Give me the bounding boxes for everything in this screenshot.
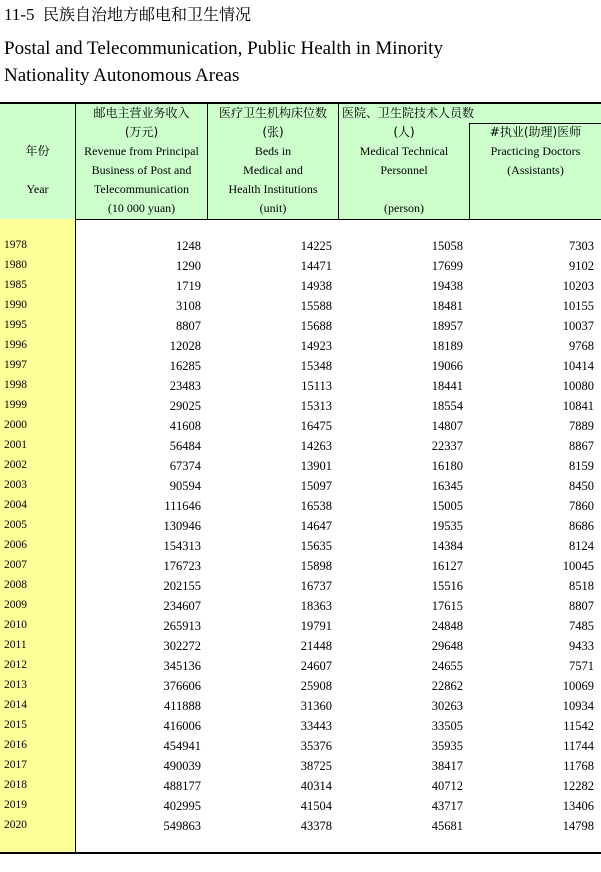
table-number: 11-5 (4, 5, 35, 24)
table-row (0, 296, 601, 316)
table-row (0, 276, 601, 296)
revenue-cell: 345136 (163, 659, 201, 673)
year-cell: 1997 (4, 359, 27, 371)
header-beds-cn: 医疗卫生机构床位数 (218, 106, 327, 120)
table-row (0, 676, 601, 696)
personnel-cell: 14384 (431, 539, 463, 553)
table-row (0, 756, 601, 776)
year-cell: 2003 (4, 479, 27, 491)
revenue-cell: 16285 (169, 359, 201, 373)
doctors-cell: 10080 (562, 379, 594, 393)
beds-cell: 24607 (300, 659, 332, 673)
beds-cell: 15588 (300, 299, 332, 313)
revenue-cell: 416006 (163, 719, 201, 733)
table-row (0, 236, 601, 256)
header-year-en: Year (26, 182, 49, 196)
year-cell: 2018 (4, 779, 27, 791)
revenue-cell: 176723 (163, 559, 201, 573)
revenue-cell: 41608 (169, 419, 201, 433)
personnel-cell: 30263 (431, 699, 463, 713)
doctors-cell: 9433 (569, 639, 594, 653)
personnel-cell: 24655 (431, 659, 463, 673)
table-row (0, 636, 601, 656)
beds-cell: 16475 (300, 419, 332, 433)
doctors-cell: 10155 (562, 299, 594, 313)
doctors-cell: 8159 (569, 459, 594, 473)
beds-cell: 15688 (300, 319, 332, 333)
revenue-cell: 488177 (163, 779, 201, 793)
header-beds-en-3: Health Institutions (228, 182, 318, 196)
doctors-cell: 9768 (569, 339, 594, 353)
header-doctors-en-1: Practicing Doctors (490, 144, 581, 158)
header-revenue-unit: (10 000 yuan) (107, 201, 176, 215)
beds-cell: 18363 (300, 599, 332, 613)
personnel-cell: 19066 (431, 359, 463, 373)
header-revenue-cn: 邮电主营业务收入 (93, 106, 190, 120)
doctors-cell: 10045 (562, 559, 594, 573)
year-cell: 2001 (4, 439, 27, 451)
header-doctors-cn: #执业(助理)医师 (489, 125, 582, 139)
revenue-cell: 67374 (169, 459, 201, 473)
year-cell: 1995 (4, 319, 27, 331)
header-beds-en-2: Medical and (243, 163, 303, 177)
beds-cell: 31360 (300, 699, 332, 713)
table-row (0, 536, 601, 556)
beds-cell: 41504 (300, 799, 332, 813)
personnel-cell: 16127 (431, 559, 463, 573)
table-row (0, 436, 601, 456)
header-personnel-group (339, 104, 601, 123)
revenue-cell: 90594 (169, 479, 201, 493)
personnel-cell: 15005 (431, 499, 463, 513)
personnel-cell: 18481 (431, 299, 463, 313)
header-revenue-cn-unit: (万元) (124, 125, 159, 139)
header-revenue-en-1: Revenue from Principal (84, 144, 199, 158)
table-row (0, 416, 601, 436)
beds-cell: 14225 (300, 239, 332, 253)
doctors-cell: 11542 (563, 719, 594, 733)
revenue-cell: 3108 (176, 299, 201, 313)
year-cell: 1985 (4, 279, 27, 291)
personnel-cell: 19438 (431, 279, 463, 293)
personnel-cell: 18554 (431, 399, 463, 413)
header-revenue-en-2: Business of Post and (91, 163, 192, 177)
personnel-cell: 45681 (431, 819, 463, 833)
year-cell: 2020 (4, 819, 27, 831)
personnel-cell: 17699 (431, 259, 463, 273)
doctors-cell: 13406 (562, 799, 594, 813)
year-cell: 2009 (4, 599, 27, 611)
year-cell: 2002 (4, 459, 27, 471)
table-row (0, 656, 601, 676)
beds-cell: 25908 (300, 679, 332, 693)
personnel-cell: 22337 (431, 439, 463, 453)
year-cell: 2012 (4, 659, 27, 671)
personnel-cell: 22862 (431, 679, 463, 693)
revenue-cell: 411888 (163, 699, 201, 713)
header-revenue (76, 104, 207, 218)
personnel-cell: 43717 (431, 799, 463, 813)
revenue-cell: 302272 (163, 639, 201, 653)
doctors-cell: 7303 (569, 239, 594, 253)
table-row (0, 816, 601, 836)
doctors-cell: 7571 (569, 659, 594, 673)
table-row (0, 496, 601, 516)
year-cell: 2005 (4, 519, 27, 531)
doctors-cell: 10934 (562, 699, 594, 713)
revenue-cell: 1248 (176, 239, 201, 253)
table-row (0, 316, 601, 336)
beds-cell: 15097 (300, 479, 332, 493)
revenue-cell: 29025 (169, 399, 201, 413)
header-revenue-en-3: Telecommunication (93, 182, 190, 196)
beds-cell: 21448 (300, 639, 332, 653)
beds-cell: 13901 (300, 459, 332, 473)
doctors-cell: 8450 (569, 479, 594, 493)
beds-cell: 14471 (300, 259, 332, 273)
personnel-cell: 38417 (431, 759, 463, 773)
doctors-cell: 8518 (569, 579, 594, 593)
revenue-cell: 376606 (163, 679, 201, 693)
table-row (0, 396, 601, 416)
beds-cell: 15898 (300, 559, 332, 573)
doctors-cell: 9102 (569, 259, 594, 273)
year-cell: 2008 (4, 579, 27, 591)
beds-cell: 19791 (300, 619, 332, 633)
beds-cell: 15113 (301, 379, 332, 393)
beds-cell: 38725 (300, 759, 332, 773)
personnel-cell: 16345 (431, 479, 463, 493)
table-row (0, 556, 601, 576)
beds-cell: 33443 (300, 719, 332, 733)
table-row (0, 456, 601, 476)
revenue-cell: 234607 (163, 599, 201, 613)
doctors-cell: 7860 (569, 499, 594, 513)
doctors-cell: 10414 (562, 359, 594, 373)
beds-cell: 15348 (300, 359, 332, 373)
doctors-cell: 8807 (569, 599, 594, 613)
year-cell: 2015 (4, 719, 27, 731)
header-personnel (339, 123, 469, 218)
revenue-cell: 1719 (176, 279, 201, 293)
doctors-cell: 10841 (562, 399, 594, 413)
year-cell: 2017 (4, 759, 27, 771)
revenue-cell: 402995 (163, 799, 201, 813)
revenue-cell: 454941 (163, 739, 201, 753)
beds-cell: 15313 (300, 399, 332, 413)
revenue-cell: 56484 (169, 439, 201, 453)
personnel-cell: 16180 (431, 459, 463, 473)
beds-cell: 16737 (300, 579, 332, 593)
doctors-cell: 10069 (562, 679, 594, 693)
title-chinese: 民族自治地方邮电和卫生情况 (43, 5, 252, 24)
table-row (0, 716, 601, 736)
year-cell: 2000 (4, 419, 27, 431)
year-cell: 1990 (4, 299, 27, 311)
revenue-cell: 130946 (163, 519, 201, 533)
beds-cell: 14923 (300, 339, 332, 353)
beds-cell: 43378 (300, 819, 332, 833)
header-personnel-unit: (person) (384, 201, 424, 215)
doctors-cell: 7889 (569, 419, 594, 433)
year-cell: 1999 (4, 399, 27, 411)
personnel-cell: 17615 (431, 599, 463, 613)
page-subtitle (4, 35, 443, 89)
header-year (0, 142, 75, 199)
revenue-cell: 549863 (163, 819, 201, 833)
year-cell: 2019 (4, 799, 27, 811)
table-row (0, 256, 601, 276)
year-cell: 2010 (4, 619, 27, 631)
year-cell: 1996 (4, 339, 27, 351)
table-row (0, 476, 601, 496)
year-cell: 1978 (4, 239, 27, 251)
table-row (0, 616, 601, 636)
table-row (0, 356, 601, 376)
table-row (0, 776, 601, 796)
personnel-cell: 29648 (431, 639, 463, 653)
personnel-cell: 35935 (431, 739, 463, 753)
table-row (0, 596, 601, 616)
header-year-cn: 年份 (25, 144, 50, 158)
year-cell: 2014 (4, 699, 27, 711)
header-personnel-en-1: Medical Technical (359, 144, 449, 158)
table-row (0, 796, 601, 816)
doctors-cell: 7485 (569, 619, 594, 633)
header-doctors (470, 123, 601, 180)
doctors-cell: 8124 (569, 539, 594, 553)
year-cell: 1998 (4, 379, 27, 391)
page-title (4, 4, 251, 26)
personnel-cell: 40712 (431, 779, 463, 793)
year-cell: 2004 (4, 499, 27, 511)
table-row (0, 516, 601, 536)
year-cell: 2006 (4, 539, 27, 551)
header-personnel-cn-unit: (人) (393, 125, 415, 139)
beds-cell: 14647 (300, 519, 332, 533)
personnel-cell: 18441 (431, 379, 463, 393)
header-beds-en-1: Beds in (254, 144, 292, 158)
revenue-cell: 202155 (163, 579, 201, 593)
revenue-cell: 12028 (169, 339, 201, 353)
revenue-cell: 111646 (164, 499, 201, 513)
table-row (0, 376, 601, 396)
year-cell: 2016 (4, 739, 27, 751)
revenue-cell: 154313 (163, 539, 201, 553)
personnel-cell: 33505 (431, 719, 463, 733)
beds-cell: 35376 (300, 739, 332, 753)
revenue-cell: 265913 (163, 619, 201, 633)
table-row (0, 696, 601, 716)
table-row (0, 736, 601, 756)
revenue-cell: 1290 (176, 259, 201, 273)
table-row (0, 576, 601, 596)
beds-cell: 15635 (300, 539, 332, 553)
doctors-cell: 8686 (569, 519, 594, 533)
doctors-cell: 11768 (563, 759, 594, 773)
subtitle-line-2: Nationality Autonomous Areas (4, 65, 240, 86)
beds-cell: 14263 (300, 439, 332, 453)
header-beds-cn-unit: (张) (262, 125, 284, 139)
year-cell: 2013 (4, 679, 27, 691)
beds-cell: 16538 (300, 499, 332, 513)
doctors-cell: 12282 (562, 779, 594, 793)
revenue-cell: 23483 (169, 379, 201, 393)
header-beds-unit: (unit) (259, 201, 287, 215)
year-cell: 1980 (4, 259, 27, 271)
bottom-rule (0, 852, 601, 854)
header-personnel-cn: 医院、卫生院技术人员数 (342, 106, 475, 120)
personnel-cell: 18189 (431, 339, 463, 353)
personnel-cell: 19535 (431, 519, 463, 533)
year-cell: 2007 (4, 559, 27, 571)
header-personnel-en-2: Personnel (380, 163, 428, 177)
personnel-cell: 15058 (431, 239, 463, 253)
beds-cell: 14938 (300, 279, 332, 293)
doctors-cell: 8867 (569, 439, 594, 453)
personnel-cell: 14807 (431, 419, 463, 433)
personnel-cell: 15516 (431, 579, 463, 593)
personnel-cell: 24848 (431, 619, 463, 633)
header-beds (208, 104, 338, 218)
doctors-cell: 11744 (563, 739, 594, 753)
doctors-cell: 10037 (562, 319, 594, 333)
header-doctors-en-2: (Assistants) (507, 163, 564, 177)
beds-cell: 40314 (300, 779, 332, 793)
doctors-cell: 14798 (562, 819, 594, 833)
subtitle-line-1: Postal and Telecommunication, Public Health in Minority (4, 38, 443, 59)
table-row (0, 336, 601, 356)
revenue-cell: 8807 (176, 319, 201, 333)
year-cell: 2011 (4, 639, 27, 651)
personnel-cell: 18957 (431, 319, 463, 333)
revenue-cell: 490039 (163, 759, 201, 773)
doctors-cell: 10203 (562, 279, 594, 293)
